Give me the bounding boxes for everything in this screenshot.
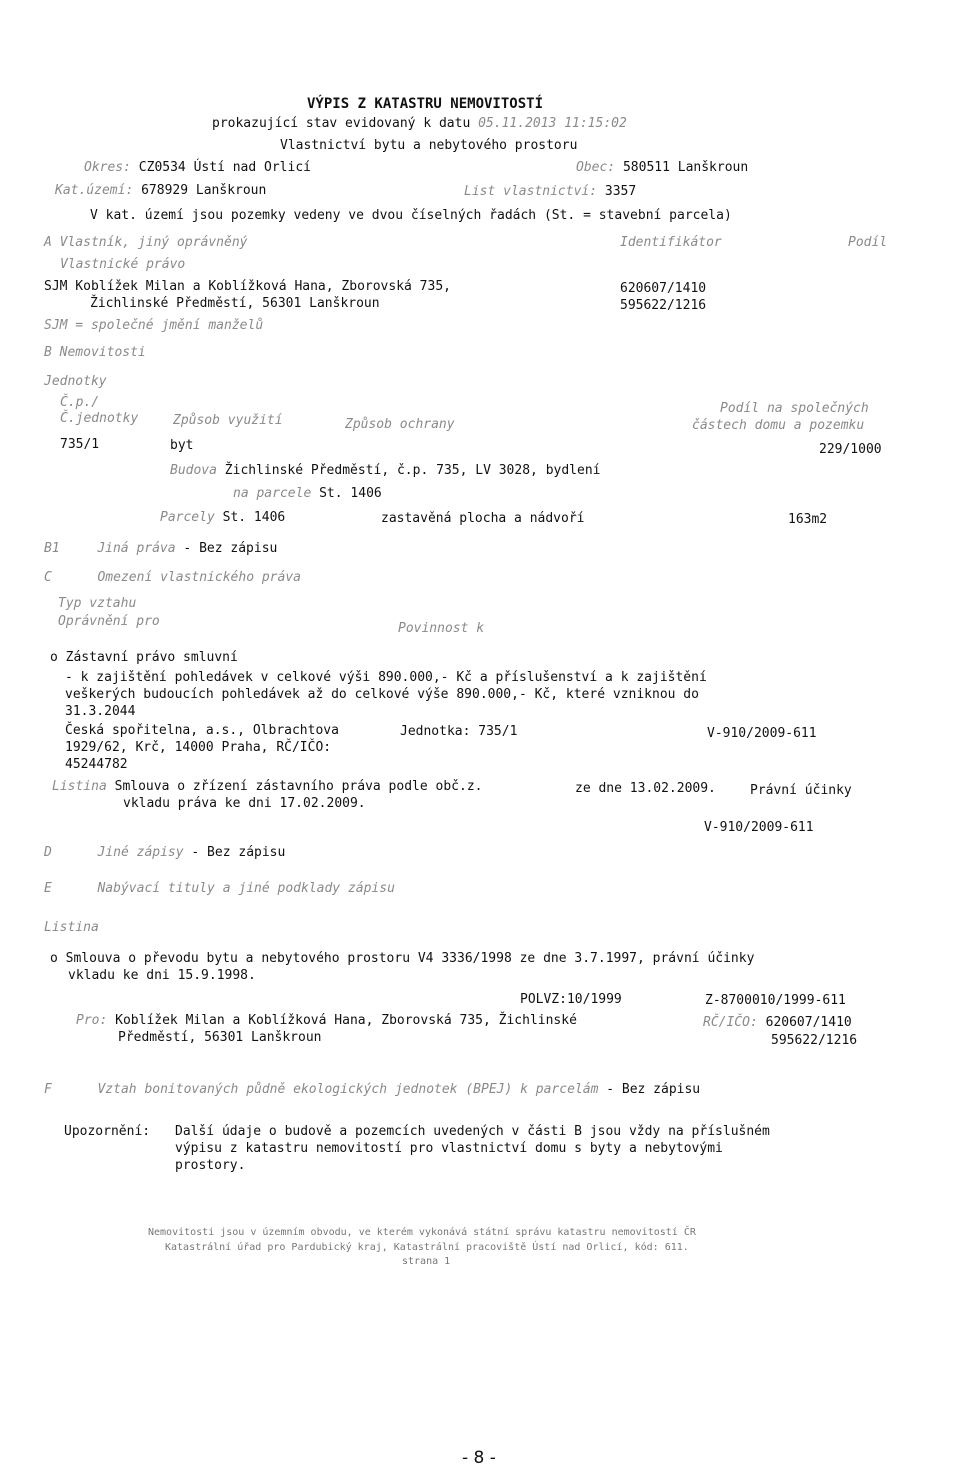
polvz-ref: POLVZ:10/1999 xyxy=(520,992,622,1007)
parcel-note: V kat. území jsou pozemky vedeny ve dvou číselných řadách (St. = stavební parcela) xyxy=(90,208,732,223)
okres-value: CZ0534 Ústí nad Orlicí xyxy=(138,160,311,175)
na-parcele-label: na parcele xyxy=(233,486,312,501)
col-podil-spolecne-1: Podíl na společných xyxy=(720,401,869,416)
unit-use: byt xyxy=(170,438,194,453)
listina-line-2: vkladu práva ke dni 17.02.2009. xyxy=(123,796,366,811)
rc-2: 595622/1216 xyxy=(771,1033,858,1048)
section-c-label: Omezení vlastnického práva xyxy=(97,570,301,585)
smlouva-line-1: o Smlouva o převodu bytu a nebytového prostoru V4 3336/1998 ze dne 3.7.1997, právní účinky xyxy=(50,951,755,966)
povinnost-k: Povinnost k xyxy=(398,621,485,636)
subtitle-date: 05.11.2013 11:15:02 xyxy=(478,116,627,131)
section-d-value: - Bez zápisu xyxy=(191,845,286,860)
list-value: 3357 xyxy=(604,184,637,199)
katuzemi-row xyxy=(55,183,266,199)
na-parcele-value: St. 1406 xyxy=(319,486,382,501)
owner-line-1: SJM Koblížek Milan a Koblížková Hana, Zborovská 735, xyxy=(44,279,451,294)
zastavni-pravo-title: o Zástavní právo smluvní xyxy=(50,650,238,665)
jednotka-ref: Jednotka: 735/1 xyxy=(400,724,518,739)
rcico-row xyxy=(703,1015,852,1031)
section-e-label: Nabývací tituly a jiné podklady zápisu xyxy=(97,881,395,896)
obec-label: Obec: xyxy=(576,160,616,175)
footer-page-label: strana 1 xyxy=(402,1256,451,1267)
page-number: - 8 - xyxy=(462,1448,496,1468)
warning-line-2: výpisu z katastru nemovitostí pro vlastnictví domu s byty a nebytovými xyxy=(175,1141,723,1156)
list-label: List vlastnictví: xyxy=(464,184,598,199)
section-b-heading: B Nemovitosti xyxy=(44,345,146,360)
pro-row xyxy=(76,1013,577,1029)
section-b1-label: Jiná práva xyxy=(97,541,176,556)
pro-line-2: Předměstí, 56301 Lanškroun xyxy=(118,1030,322,1045)
bank-line-1: Česká spořitelna, a.s., Olbrachtova xyxy=(65,723,339,738)
section-b1-row xyxy=(44,541,277,557)
section-f-value: - Bez zápisu xyxy=(606,1082,701,1097)
owner-id-2: 595622/1216 xyxy=(620,298,707,313)
list-row xyxy=(464,184,636,200)
pro-label: Pro: xyxy=(76,1013,108,1028)
col-zpusob-ochrany: Způsob ochrany xyxy=(345,417,455,432)
section-c-letter: C xyxy=(44,570,52,585)
na-parcele-row xyxy=(233,486,382,502)
subtitle-ownership: Vlastnictví bytu a nebytového prostoru xyxy=(280,138,578,153)
rc-1: 620607/1410 xyxy=(765,1015,852,1030)
ref-number-2: V-910/2009-611 xyxy=(704,820,814,835)
section-b1-letter: B1 xyxy=(44,541,60,556)
listina-label: Listina xyxy=(52,779,107,794)
document-title: VÝPIS Z KATASTRU NEMOVITOSTÍ xyxy=(307,96,544,112)
katuzemi-label: Kat.území: xyxy=(55,183,134,198)
budova-value: Žichlinské Předměstí, č.p. 735, LV 3028, bydlení xyxy=(224,463,601,478)
section-a-heading: A Vlastník, jiný oprávněný xyxy=(44,235,248,250)
smlouva-line-2: vkladu ke dni 15.9.1998. xyxy=(68,968,256,983)
parcely-area: 163m2 xyxy=(788,512,828,527)
obec-row xyxy=(576,160,748,176)
obec-value: 580511 Lanškroun xyxy=(622,160,749,175)
parcely-row xyxy=(160,510,285,526)
owner-line-2: Žichlinské Předměstí, 56301 Lanškroun xyxy=(90,296,380,311)
col-podil: Podíl xyxy=(848,235,888,250)
section-f-letter: F xyxy=(44,1082,52,1097)
rcico-label: RČ/IČO: xyxy=(703,1015,758,1030)
parcely-value: St. 1406 xyxy=(222,510,286,525)
section-d-label: Jiné zápisy xyxy=(97,845,184,860)
listina-line-1: Smlouva o zřízení zástavního práva podle obč.z. xyxy=(114,779,483,794)
section-e-letter: E xyxy=(44,881,52,896)
budova-row xyxy=(170,463,600,479)
subtitle-prefix: prokazující stav evidovaný k datu xyxy=(212,116,471,131)
listina-date: ze dne 13.02.2009. xyxy=(575,781,716,796)
ref-number-1: V-910/2009-611 xyxy=(707,726,817,741)
typ-vztahu: Typ vztahu xyxy=(58,596,137,611)
parcely-type: zastavěná plocha a nádvoří xyxy=(381,511,585,526)
sjm-note: SJM = společné jmění manželů xyxy=(44,318,264,333)
section-f-label: Vztah bonitovaných půdně ekologických jednotek (BPEJ) k parcelám xyxy=(97,1082,599,1097)
zastavni-desc-3: 31.3.2044 xyxy=(65,704,136,719)
bank-line-2: 1929/62, Krč, 14000 Praha, RČ/IČO: xyxy=(65,740,332,755)
col-cp: Č.p./ xyxy=(60,395,100,410)
warning-label: Upozornění: xyxy=(64,1124,151,1139)
opravneni-pro: Oprávnění pro xyxy=(58,614,160,629)
parcely-label: Parcely xyxy=(160,510,215,525)
section-d-letter: D xyxy=(44,845,52,860)
section-d-row xyxy=(44,845,285,861)
listina-ucinky: Právní účinky xyxy=(750,783,852,798)
vlastnicke-pravo: Vlastnické právo xyxy=(60,257,186,272)
col-jednotky: Č.jednotky xyxy=(60,411,139,426)
z-ref: Z-8700010/1999-611 xyxy=(705,993,846,1008)
budova-label: Budova xyxy=(170,463,217,478)
okres-label: Okres: xyxy=(84,160,131,175)
section-b1-value: - Bez zápisu xyxy=(183,541,278,556)
okres-row xyxy=(84,160,311,176)
section-f-row xyxy=(44,1082,700,1098)
col-podil-spolecne-2: částech domu a pozemku xyxy=(692,418,865,433)
jednotky-heading: Jednotky xyxy=(44,374,107,389)
zastavni-desc-1: - k zajištění pohledávek v celkové výši 890.000,- Kč a příslušenství a k zajištění xyxy=(65,670,707,685)
pro-line-1: Koblížek Milan a Koblížková Hana, Zborovská 735, Žichlinské xyxy=(115,1013,577,1028)
listina-row-1 xyxy=(52,779,482,795)
subtitle xyxy=(212,116,627,132)
bank-line-3: 45244782 xyxy=(65,757,128,772)
unit-share: 229/1000 xyxy=(819,442,882,457)
zastavni-desc-2: veškerých budoucích pohledávek až do celkové výše 890.000,- Kč, které vzniknou do xyxy=(65,687,699,702)
owner-id-1: 620607/1410 xyxy=(620,281,707,296)
section-c-row xyxy=(44,570,301,586)
listina-heading-e: Listina xyxy=(44,920,99,935)
col-identifikator: Identifikátor xyxy=(620,235,722,250)
section-e-row xyxy=(44,881,395,897)
footer-line-1: Nemovitosti jsou v územním obvodu, ve kterém vykonává státní správu katastru nemovitostí ČR xyxy=(148,1227,696,1238)
warning-line-1: Další údaje o budově a pozemcích uvedených v části B jsou vždy na příslušném xyxy=(175,1124,770,1139)
footer-line-2: Katastrální úřad pro Pardubický kraj, Katastrální pracoviště Ústí nad Orlicí, kód: 611. xyxy=(165,1242,689,1253)
katuzemi-value: 678929 Lanškroun xyxy=(141,183,267,198)
col-zpusob-vyuziti: Způsob využití xyxy=(173,413,283,428)
unit-number: 735/1 xyxy=(60,437,100,452)
warning-line-3: prostory. xyxy=(175,1158,246,1173)
